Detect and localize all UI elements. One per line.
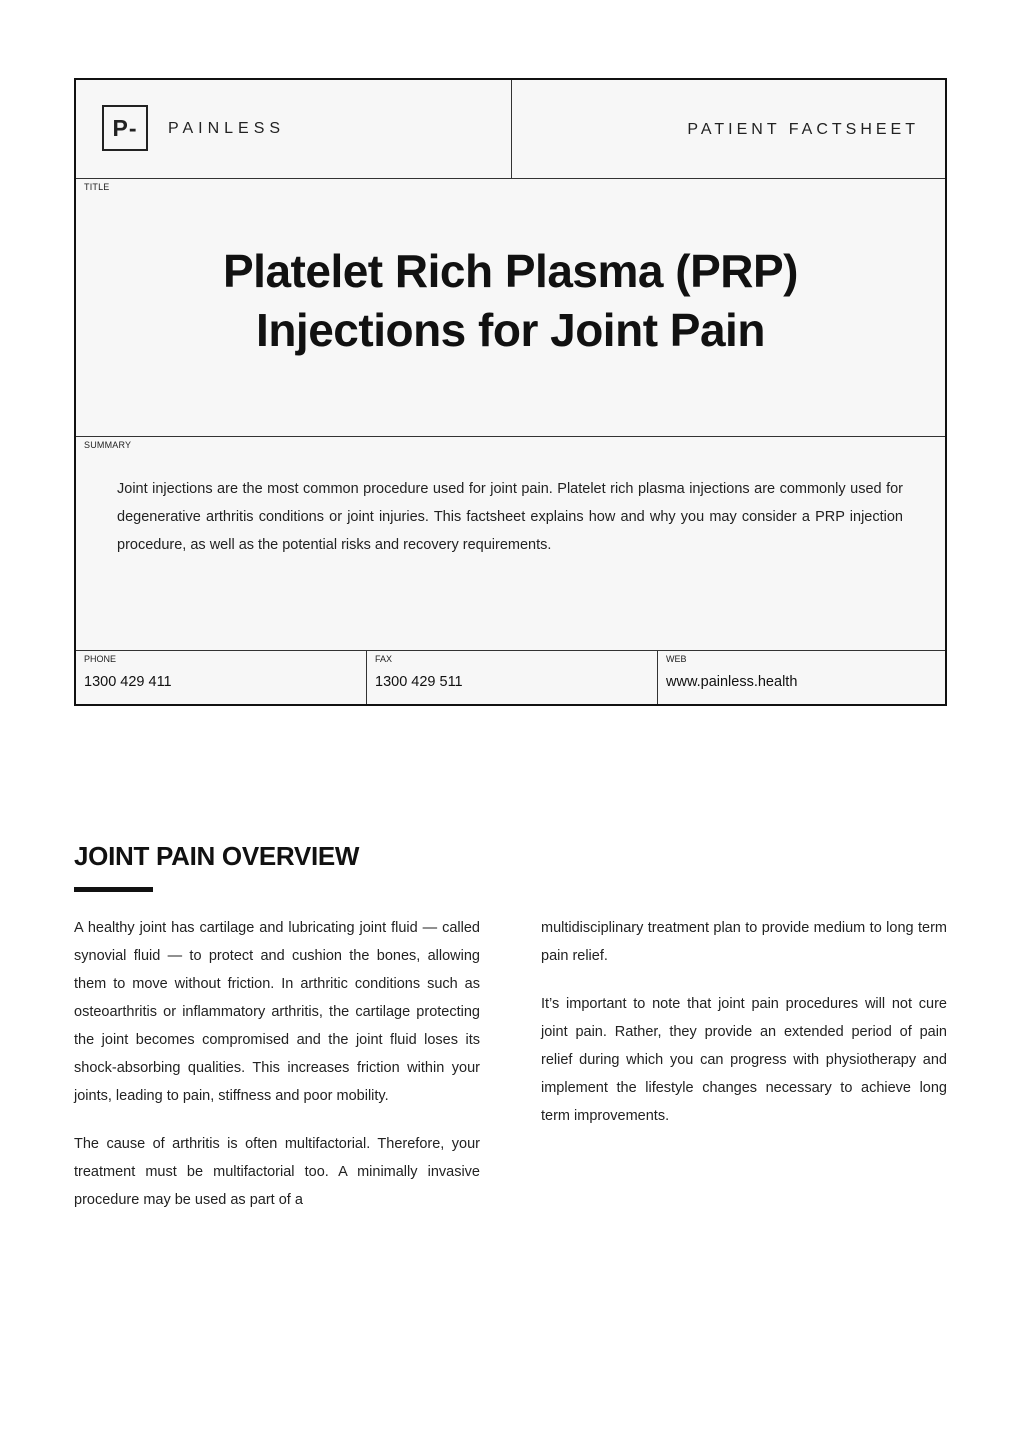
summary-label: SUMMARY <box>84 440 132 450</box>
fax-label: FAX <box>375 654 393 664</box>
contact-row <box>76 651 945 704</box>
brand-name: PAINLESS <box>168 120 286 137</box>
fax-cell <box>367 651 658 704</box>
web-cell <box>658 651 945 704</box>
phone-cell <box>76 651 367 704</box>
phone-value: 1300 429 411 <box>84 674 172 690</box>
summary-text: Joint injections are the most common procedure used for joint pain. Platelet rich plasma injections are commonly used for degenerative arthritis conditions or joint injuries. This factsheet explains how and why you may consider a PRP injection procedure, as well as the potential risks and recovery requirements. <box>117 481 903 553</box>
web-value: www.painless.health <box>666 674 798 690</box>
title-line-2: Injections for Joint Pain <box>256 304 765 356</box>
overview-paragraph: It’s important to note that joint pain procedures will not cure joint pain. Rather, they provide an extended period of pain relief during which you can progress with physiotherapy and implement the lifestyle changes necessary to achieve long term improvements. <box>541 996 947 1124</box>
overview-paragraph: A healthy joint has cartilage and lubricating joint fluid — called synovial fluid — to protect and cushion the bones, allowing them to move without friction. In arthritic conditions such as osteoarthritis or inflammatory arthritis, the cartilage protecting the joint becomes compromised and the joint fluid loses its shock-absorbing qualities. This increases friction within your joints, leading to pain, stiffness and poor mobility. <box>74 920 480 1104</box>
section-heading: JOINT PAIN OVERVIEW <box>74 841 360 871</box>
overview-paragraph: multidisciplinary treatment plan to provide medium to long term pain relief. <box>541 920 947 964</box>
fax-value: 1300 429 511 <box>375 674 463 690</box>
web-label: WEB <box>666 654 687 664</box>
heading-underline <box>74 887 153 892</box>
summary-row <box>76 437 945 651</box>
phone-label: PHONE <box>84 654 117 664</box>
document-type: PATIENT FACTSHEET <box>687 121 919 138</box>
painless-logo-icon: P- <box>102 105 148 151</box>
left-column <box>74 914 480 1234</box>
brand-cell <box>76 80 512 178</box>
overview-paragraph: The cause of arthritis is often multifactorial. Therefore, your treatment must be multifactorial too. A minimally invasive procedure may be used as part of a <box>74 1136 480 1208</box>
title-row <box>76 179 945 437</box>
title-label: TITLE <box>84 182 110 192</box>
page-title <box>76 242 945 360</box>
title-line-1: Platelet Rich Plasma (PRP) <box>223 245 798 297</box>
right-column <box>541 914 947 1150</box>
header-row <box>76 80 945 179</box>
factsheet-header-table <box>74 78 947 706</box>
